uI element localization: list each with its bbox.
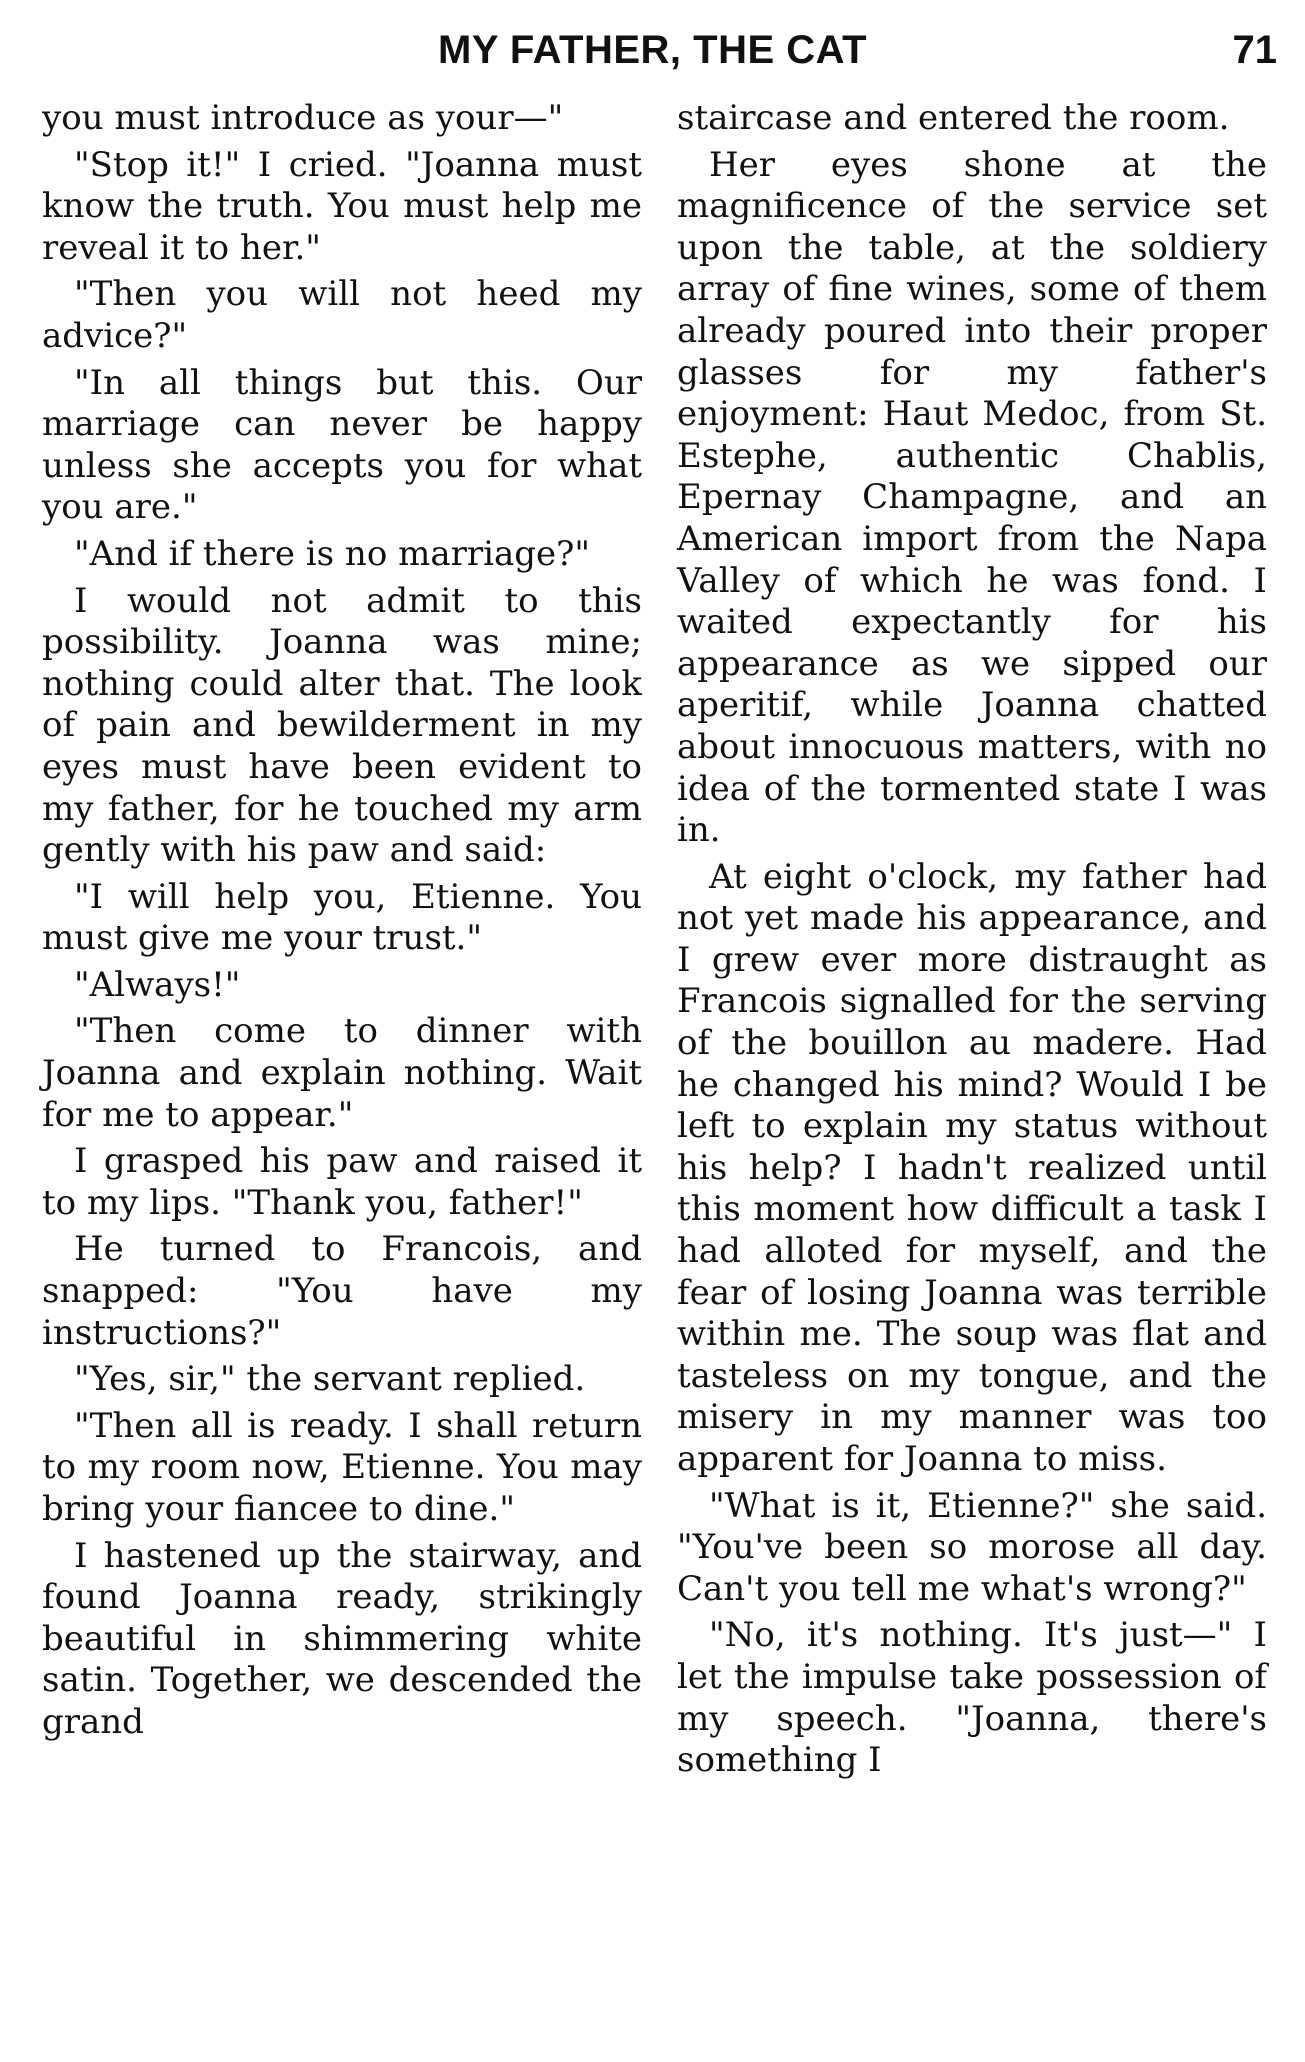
paragraph: "Then come to dinner with Joanna and explain nothing. Wait for me to appear." — [42, 1011, 642, 1135]
paragraph: "Stop it!" I cried. "Joanna must know the truth. You must help me reveal it to her." — [42, 144, 642, 268]
left-column — [42, 98, 642, 1744]
paragraph: "And if there is no marriage?" — [74, 533, 591, 574]
paragraph: Her eyes shone at the magnificence of the service set upon the table, at the soldiery array of fine wines, some of them already poured into their proper glasses for my father's enjoyment: Haut Medoc, from St. Estephe, authentic Chablis, Epernay Champagne, and an American import from the Napa Valley of which he was fond. I waited expectantly for his appearance as we sipped our aperitif, while Joanna chatted about innocuous matters, with no idea of the tormented state I was in. — [677, 144, 1267, 851]
paragraph: I grasped his paw and raised it to my lips. "Thank you, father!" — [42, 1141, 642, 1223]
paragraph: staircase and entered the room. — [677, 98, 1230, 138]
paragraph: "Always!" — [74, 964, 241, 1005]
page-header — [0, 22, 1305, 82]
paragraph: "No, it's nothing. It's just—" I let the impulse take possession of my speech. "Joanna, there's something I — [677, 1615, 1267, 1781]
paragraph: "Then all is ready. I shall return to my room now, Etienne. You may bring your fiancee to dine." — [42, 1405, 642, 1529]
page-number: 71 — [1232, 28, 1277, 72]
running-title: MY FATHER, THE CAT — [438, 28, 867, 72]
column-gutter — [656, 96, 657, 2046]
paragraph: "In all things but this. Our marriage can never be happy unless she accepts you for what you are." — [42, 362, 642, 528]
paragraph: At eight o'clock, my father had not yet made his appearance, and I grew ever more distraught as Francois signalled for the serving of the bouillon au madere. Had he changed his mind? Would I be left to explain my status without his help? I hadn't realized until this moment how difficult a task I had alloted for myself, and the fear of losing Joanna was terrible within me. The soup was flat and tasteless on my tongue, and the misery in my manner was too apparent for Joanna to miss. — [677, 856, 1267, 1479]
paragraph: He turned to Francois, and snapped: "You have my instructions?" — [42, 1229, 642, 1353]
paragraph: "What is it, Etienne?" she said. "You've been so morose all day. Can't you tell me what's wrong?" — [677, 1485, 1267, 1609]
paragraph: you must introduce as your—" — [42, 98, 564, 138]
paragraph: I would not admit to this possibility. Joanna was mine; nothing could alter that. The look of pain and bewilderment in my eyes must have been evident to my father, for he touched my arm gently with his paw and said: — [42, 580, 642, 871]
paragraph: I hastened up the stairway, and found Joanna ready, strikingly beautiful in shimmering white satin. Together, we descended the grand — [42, 1535, 642, 1742]
paragraph: "Then you will not heed my advice?" — [42, 274, 642, 356]
paragraph: "Yes, sir," the servant replied. — [74, 1359, 586, 1400]
right-column — [677, 98, 1267, 1782]
paragraph: "I will help you, Etienne. You must give me your trust." — [42, 876, 642, 959]
